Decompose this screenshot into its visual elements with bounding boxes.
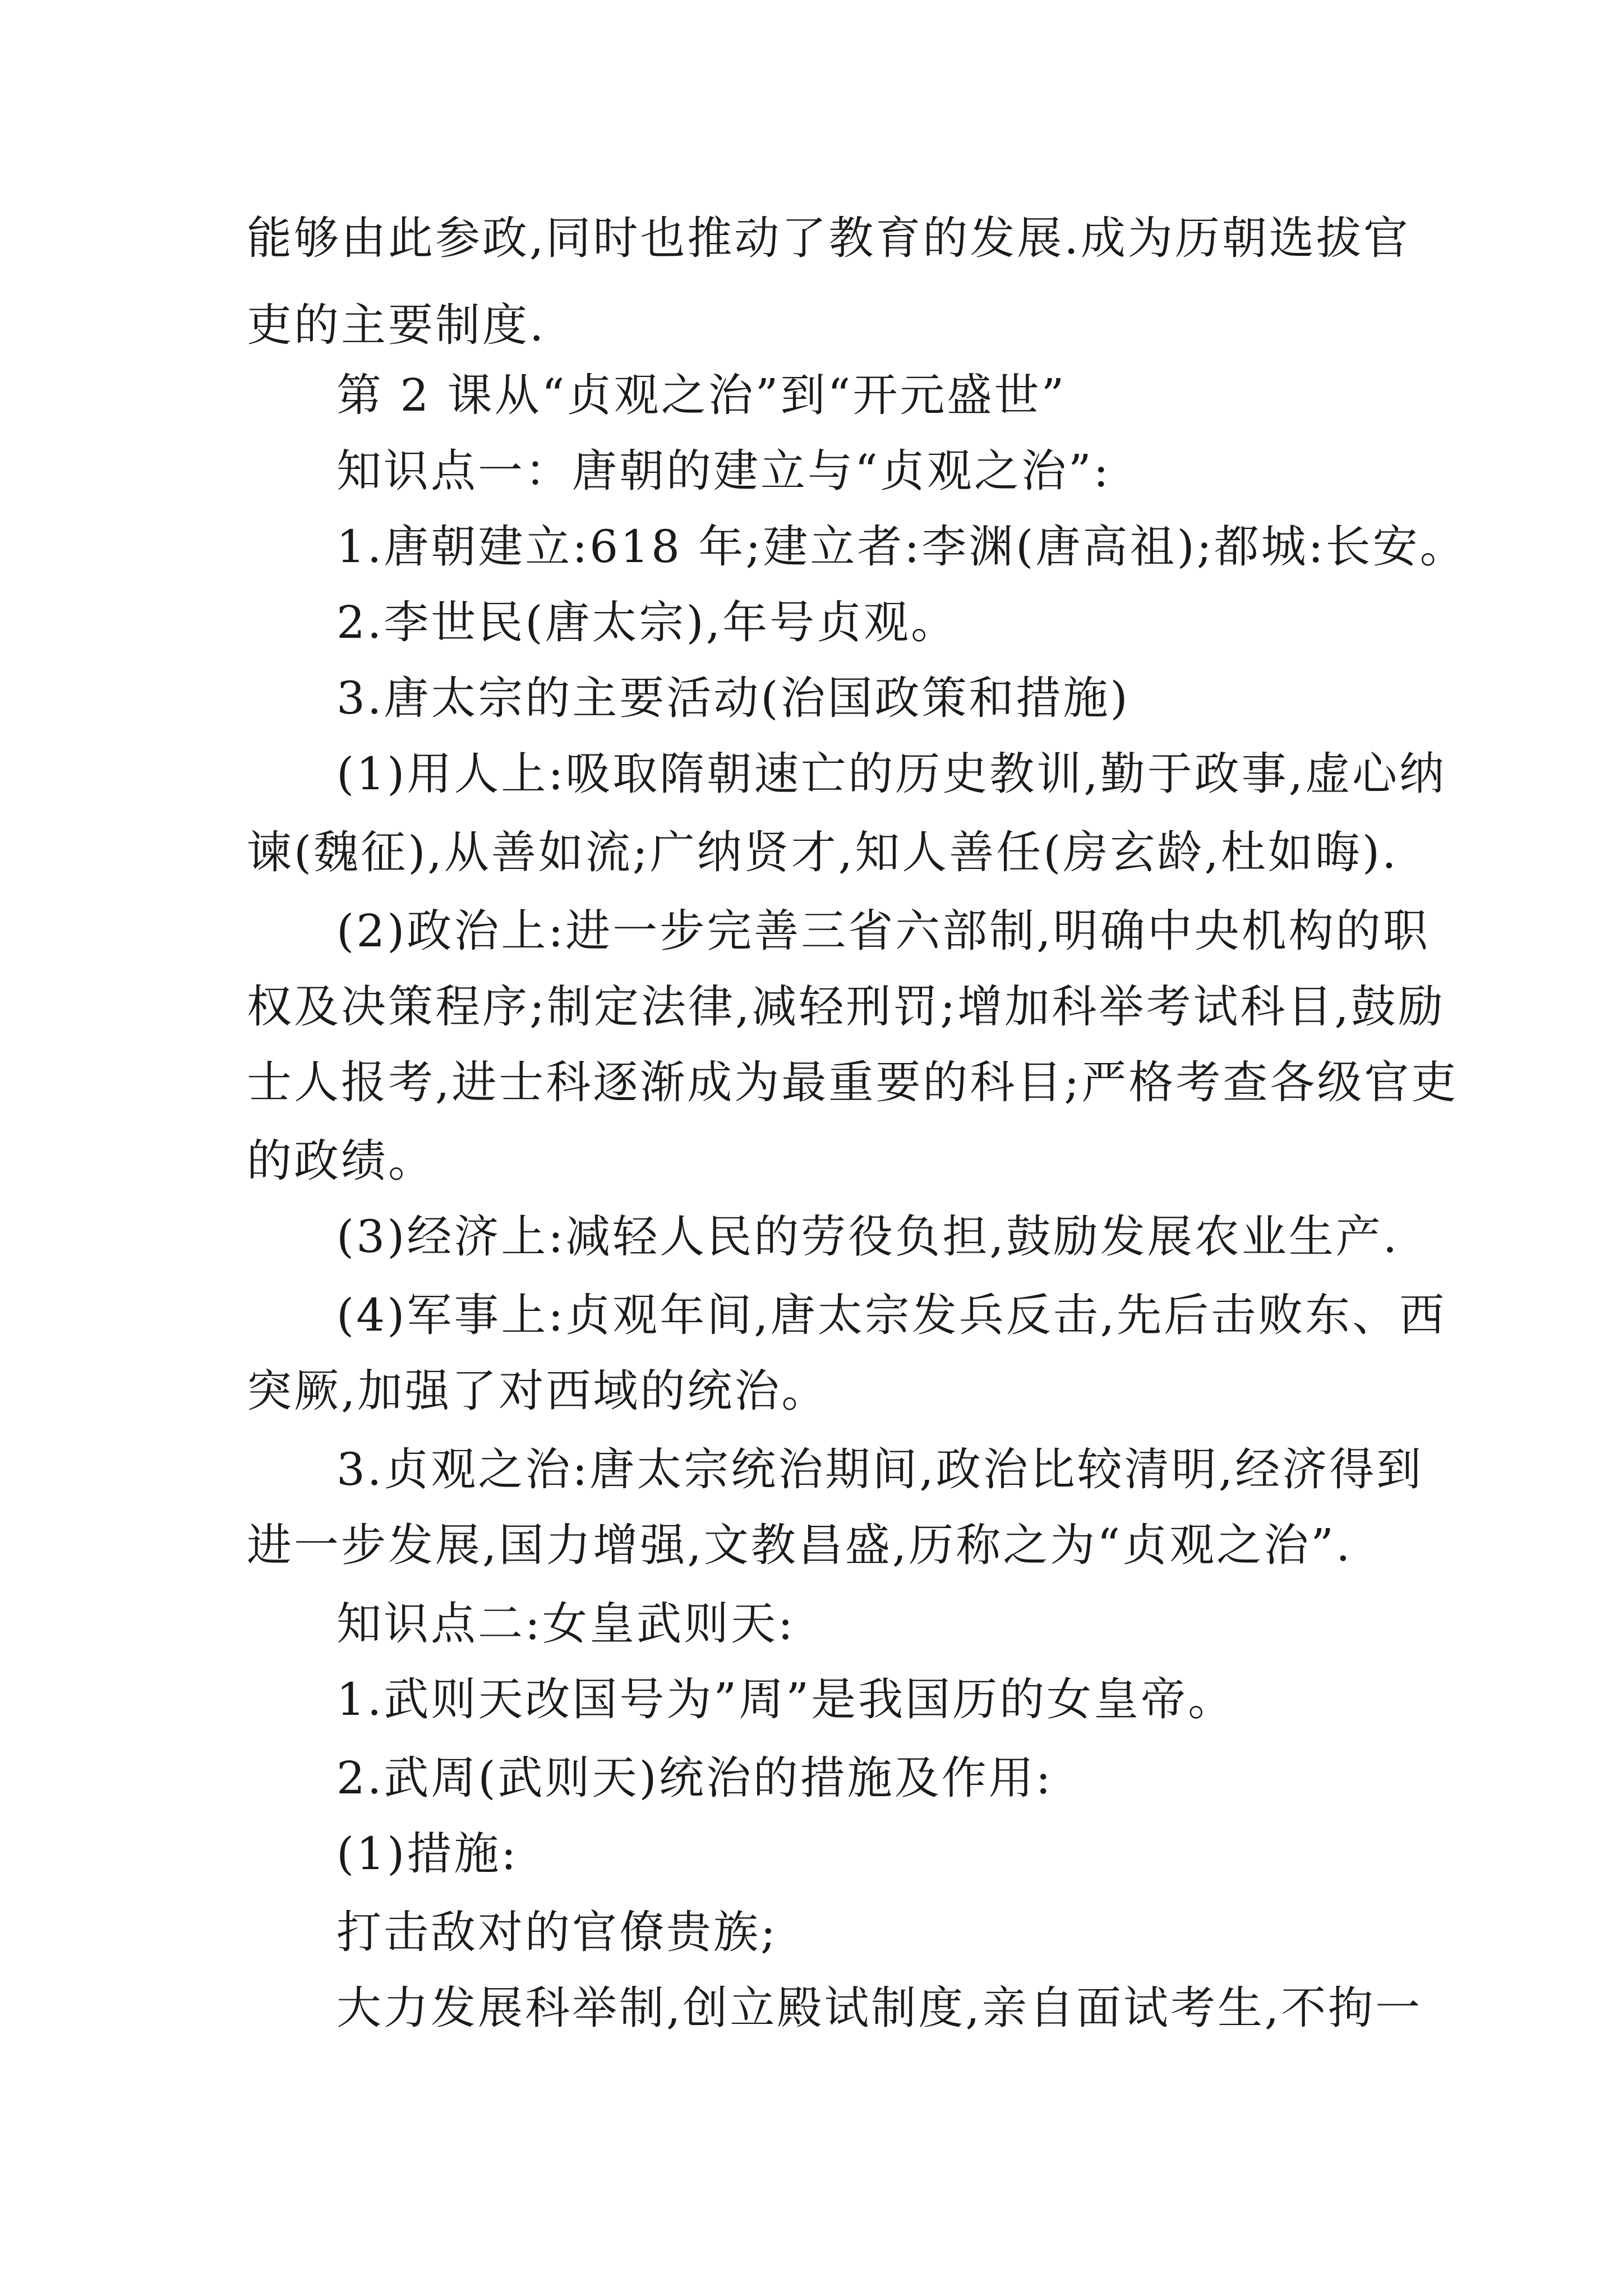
text-line: (4)军事上:贞观年间,唐太宗发兵反击,先后击败东、西 (336, 1289, 1447, 1341)
text-line: 能够由此参政,同时也推动了教育的发展.成为历朝选拔官 (247, 212, 1410, 264)
text-line: 3.贞观之治:唐太宗统治期间,政治比较清明,经济得到 (336, 1443, 1424, 1496)
text-line: 3.唐太宗的主要活动(治国政策和措施) (336, 672, 1130, 724)
text-line: 权及决策程序;制定法律,减轻刑罚;增加科举考试科目,鼓励 (247, 981, 1445, 1033)
text-line: 打击敌对的官僚贵族; (336, 1906, 778, 1958)
text-line: 1.唐朝建立:618 年;建立者:李渊(唐高祖);都城:长安。 (336, 521, 1467, 573)
lesson-title: 第 2 课从“贞观之治”到“开元盛世” (336, 369, 1067, 421)
text-line: 大力发展科举制,创立殿试制度,亲自面试考生,不拘一 (336, 1982, 1423, 2034)
text-line: 2.李世民(唐太宗),年号贞观。 (336, 596, 958, 648)
text-line: 1.武则天改国号为”周”是我国历的女皇帝。 (336, 1673, 1235, 1726)
text-line: 2.武周(武则天)统治的措施及作用: (336, 1752, 1053, 1804)
text-line: (1)措施: (336, 1828, 519, 1880)
text-line: (3)经济上:减轻人民的劳役负担,鼓励发展农业生产. (336, 1211, 1400, 1263)
section-heading: 知识点一：唐朝的建立与“贞观之治”: (336, 445, 1111, 497)
text-line: (2)政治上:进一步完善三省六部制,明确中央机构的职 (336, 905, 1430, 957)
text-line: (1)用人上:吸取隋朝速亡的历史教训,勤于政事,虚心纳 (336, 748, 1447, 800)
text-line: 进一步发展,国力增强,文教昌盛,历称之为“贞观之治”. (247, 1519, 1353, 1571)
text-line: 士人报考,进士科逐渐成为最重要的科目;严格考查各级官吏 (247, 1056, 1459, 1108)
section-heading: 知识点二:女皇武则天: (336, 1598, 795, 1650)
text-line: 谏(魏征),从善如流;广纳贤才,知人善任(房玄龄,杜如晦). (247, 826, 1399, 878)
text-line: 吏的主要制度. (247, 299, 546, 351)
text-line: 的政绩。 (247, 1135, 435, 1187)
text-line: 突厥,加强了对西域的统治。 (247, 1365, 829, 1417)
